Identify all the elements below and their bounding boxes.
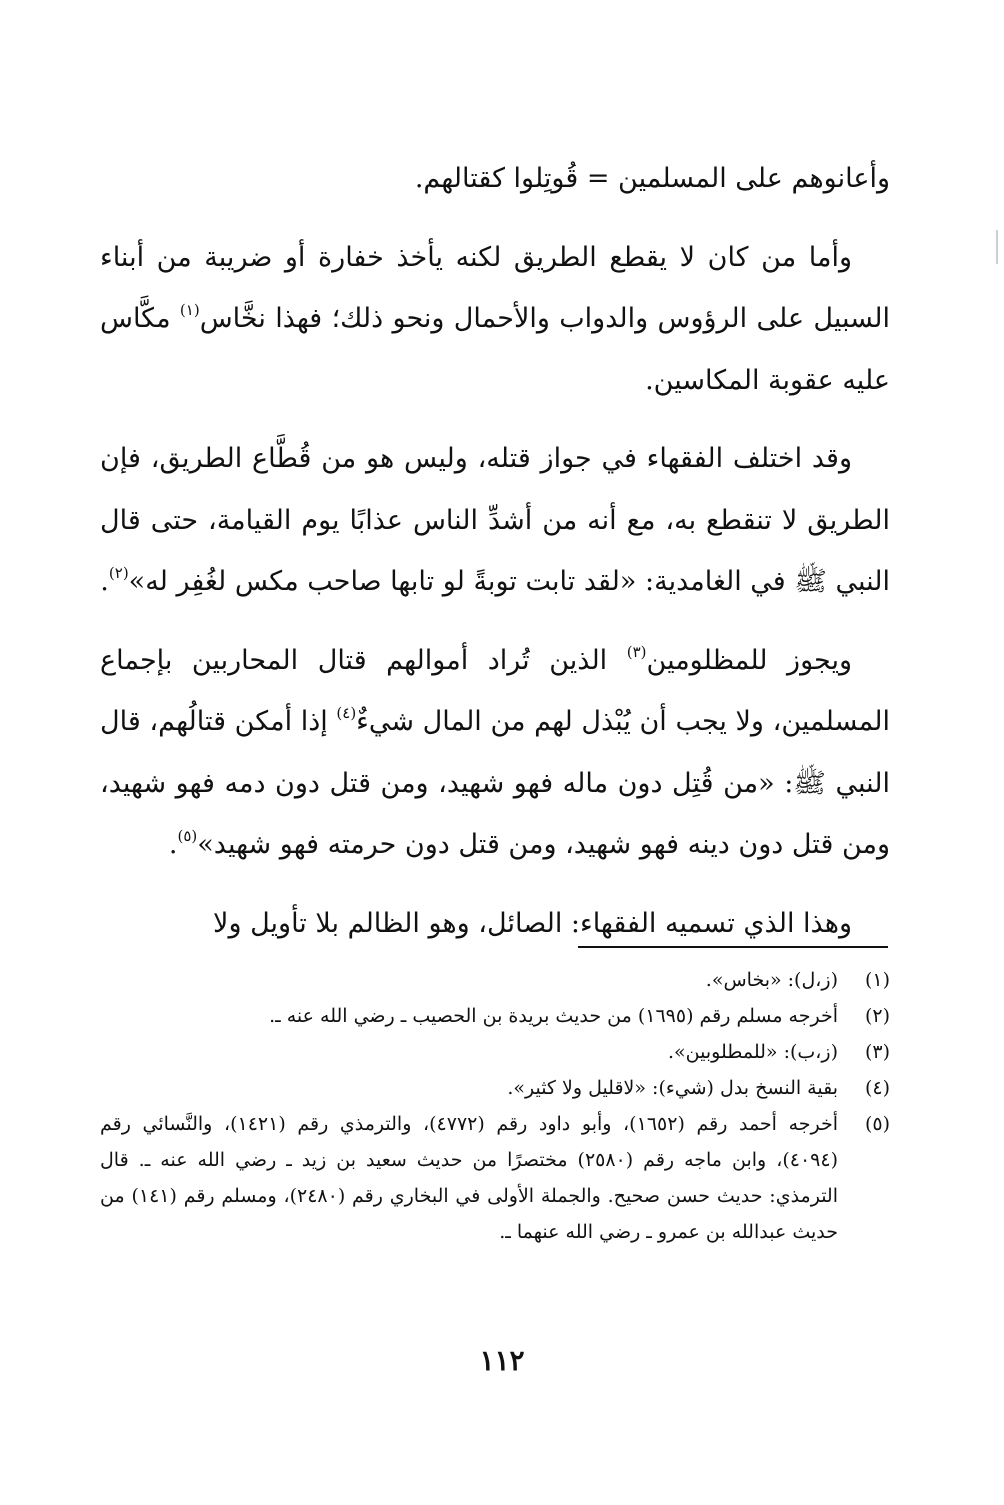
paragraph — [100, 893, 890, 955]
paragraph-text: . — [168, 829, 178, 860]
footnote-number: (٥) — [864, 1113, 890, 1135]
paragraph-text: . — [100, 566, 109, 597]
paragraph-text: الذين تُراد أموالهم قتال المحاربين بإجماع المسلمين، ولا يجب أن يُبْذل لهم من المال شيءٌ — [100, 644, 890, 737]
paragraph-text: إذا أمكن قتالُهم، قال النبي ﷺ: «من قُتِل دون ماله فهو شهيد، ومن قتل دون دمه فهو شهيد، ومن قتل دون دينه فهو شهيد، ومن قتل دون حرمته فهو شهيد» — [100, 706, 890, 860]
footnote-text: أخرجه مسلم رقم (١٦٩٥) من حديث بريدة بن الحصيب ـ رضي الله عنه ـ. — [269, 1005, 838, 1027]
footnote-number: (٣) — [864, 1041, 890, 1063]
footnote-item — [100, 1070, 890, 1106]
footnote-reference: (٢) — [108, 564, 129, 582]
footnote-reference: (٤) — [336, 704, 357, 722]
footnote-text: بقية النسخ بدل (شيء): «لاقليل ولا كثير». — [507, 1077, 838, 1099]
page-number: ١١٢ — [479, 1344, 525, 1377]
footnote-item — [100, 1106, 890, 1250]
footnotes — [100, 962, 890, 1250]
footnote-text: (ز،ل): «بخاس». — [705, 969, 838, 991]
footnote-reference: (٥) — [177, 827, 198, 845]
paragraph-text: مكَّاس عليه عقوبة المكاسين. — [100, 303, 890, 396]
footnote-text: أخرجه أحمد رقم (١٦٥٢)، وأبو داود رقم (٤٧٧٢)، والترمذي رقم (١٤٢١)، والنَّسائي رقم (٤٠٩٤)، وابن ماجه رقم (٢٥٨٠) مختصرًا من حديث سعيد بن زيد ـ رضي الله عنه ـ. قال الترمذي: حديث حسن صحيح. والجملة الأولى في البخاري رقم (٢٤٨٠)، ومسلم رقم (١٤١) من حديث عبدالله بن عمرو ـ رضي الله عنهما ـ. — [100, 1113, 839, 1243]
paragraph — [100, 428, 890, 613]
footnote-divider — [578, 946, 888, 948]
footnote-number: (٤) — [864, 1077, 890, 1099]
footnote-number: (١) — [864, 969, 890, 991]
main-text — [100, 148, 890, 971]
footnote-text: (ز،ب): «للمطلوبين». — [668, 1041, 838, 1063]
footnote-item — [100, 998, 890, 1034]
paragraph-text: وهذا الذي تسميه الفقهاء: الصائل، وهو الظالم بلا تأويل ولا — [213, 907, 852, 939]
footnote-item — [100, 962, 890, 998]
paragraph-text: وقد اختلف الفقهاء في جواز قتله، وليس هو من قُطَّاع الطريق، فإن الطريق لا تنقطع به، مع أنه من أشدِّ الناس عذابًا يوم القيامة، حتى قال النبي ﷺ في الغامدية: «لقد تابت توبةً لو تابها صاحب مكس لغُفِر له» — [100, 443, 890, 597]
footnote-item — [100, 1034, 890, 1070]
paragraph — [100, 227, 890, 412]
paragraph-text: وأعانوهم على المسلمين = قُوتِلوا كقتالهم. — [414, 163, 890, 194]
paragraph — [100, 148, 890, 210]
paragraph-text: ويجوز للمظلومين — [646, 644, 852, 676]
paragraph-text: وأما من كان لا يقطع الطريق لكنه يأخذ خفارة أو ضريبة من أبناء السبيل على الرؤوس والدواب والأحمال ونحو ذلك؛ فهذا نخَّاس — [100, 241, 890, 334]
footnote-reference: (٣) — [626, 642, 647, 661]
scan-edge-mark — [996, 230, 998, 264]
footnote-number: (٢) — [864, 1005, 890, 1027]
footnote-reference: (١) — [179, 301, 200, 319]
paragraph — [100, 630, 890, 876]
